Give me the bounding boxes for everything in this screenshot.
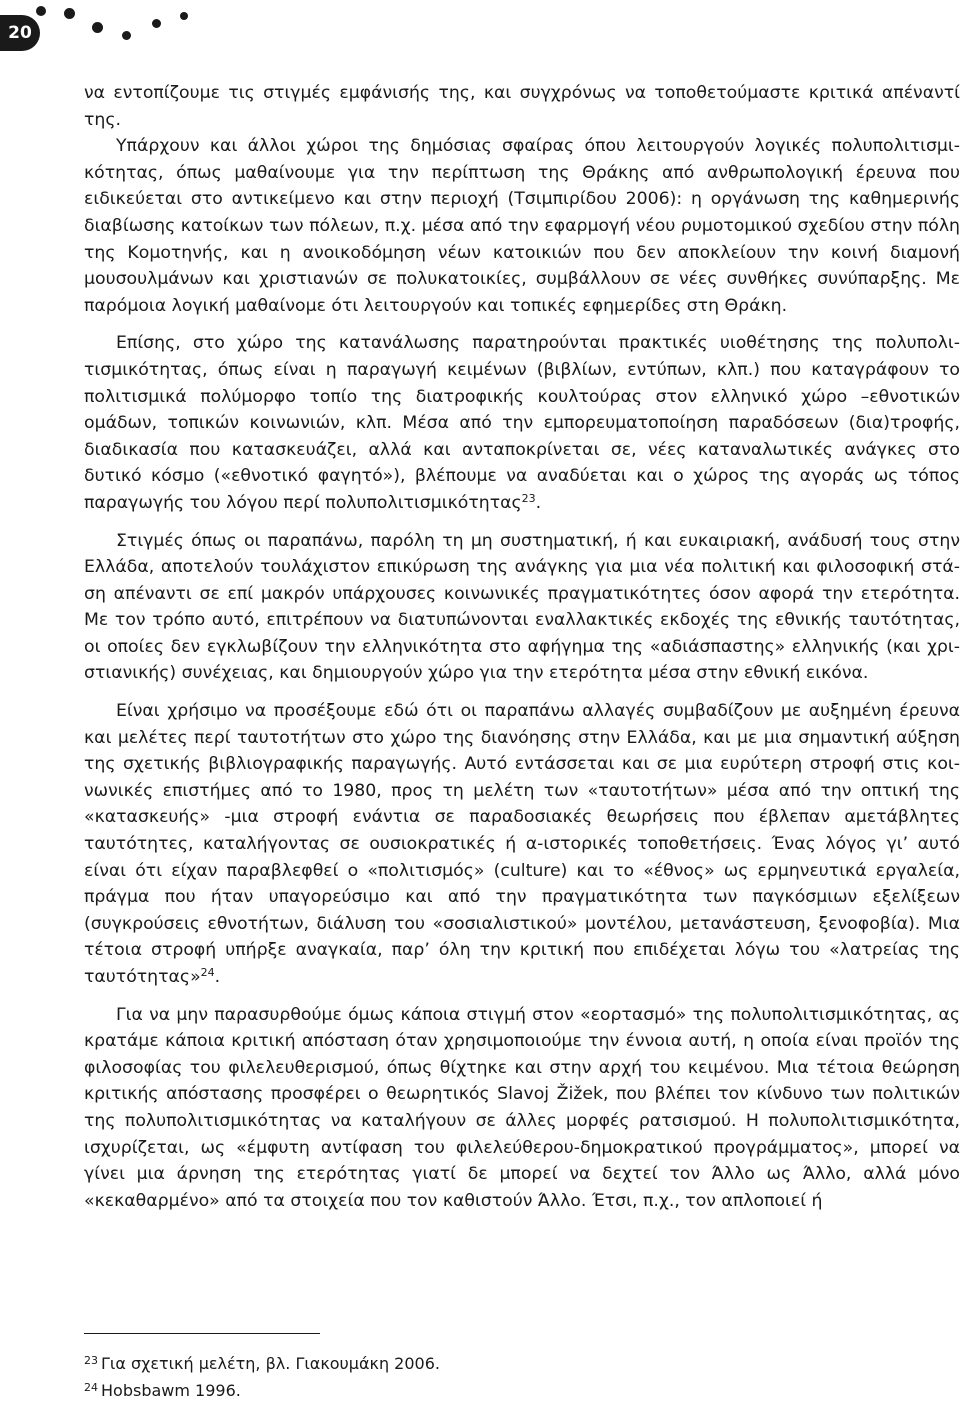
- page-number: 20: [0, 15, 40, 51]
- paragraph: Στιγμές όπως οι παραπάνω, παρόλη τη μη συστηματική, ή και ευκαιριακή, ανάδυσή τους στην Ελλάδα, αποτελούν τουλάχιστον επικύρωση της ανάγκης για μια νέα πολιτική και φιλοσοφική στάση απέναντι σε επί μακρόν υπάρχουσες κοινωνικές πραγματικότητες όσον αφορά την ετερότητα. Με τον τρόπο αυτό, επιτρέπουν να διατυπώνονται εναλλακτικές εκδοχές της εθνικής ταυτότητας, οι οποίες δεν εγκλωβίζουν την ελληνικότητα στο αφήγημα της «αδιάσπαστης» ελληνικής (και χριστιανικής) συνέχειας, και δημιουργούν χώρο για την ετερότητα μέσα στην εθνική εικόνα.: [84, 530, 960, 684]
- decorative-dot: [122, 31, 131, 40]
- footnote-text: Hobsbawm 1996.: [101, 1381, 241, 1400]
- footnote: [84, 1351, 440, 1374]
- decorative-dot: [180, 12, 188, 20]
- decorative-dot: [36, 6, 46, 16]
- decorative-dot: [92, 22, 103, 33]
- footnote-text: Για σχετική μελέτη, βλ. Γιακουμάκη 2006.: [101, 1354, 440, 1373]
- footnote-ref[interactable]: 24: [200, 966, 215, 979]
- footnote-divider: [84, 1333, 320, 1334]
- footnote-mark: 23: [84, 1354, 98, 1367]
- decorative-dot: [152, 19, 161, 28]
- decorative-dot: [64, 8, 75, 19]
- paragraph: Είναι χρήσιμο να προσέξουμε εδώ ότι οι παραπάνω αλλαγές συμβαδίζουν με αυξημένη έρευνα και μελέτες περί ταυτοτήτων στο χώρο της διανόησης στην Ελλάδα, και με μια σημαντική αύξηση της σχετικής βιβλιογραφικής παραγωγής. Αυτό εντάσσεται και σε μια ευρύτερη στροφή στις κοινωνικές επιστήμες από το 1980, προς τη μελέτη των «ταυτοτήτων» μέσα από την οπτική της «κατασκευής» -μια στροφή ενάντια σε παραδοσιακές θεωρήσεις που έβλεπαν αμετάβλητες ταυτότητες, καταλήγοντας σε ουσιοκρατικές ή α-ιστορικές τοποθετήσεις. Ένας λόγος γι’ αυτό είναι ότι είχαν παραβλεφθεί ο «πολιτισμός» (culture) και το «έθνος» ως ερμηνευτικά εργαλεία, πράγμα που ήταν υπαγορεύσιμο και από την πραγματικότητα των παγκόσμιων εξελίξεων (συγκρούσεις εθνοτήτων, διάλυση του «σοσιαλιστικού» μοντέλου, μετανάστευση, ξενοφοβία). Μια τέτοια στροφή υπήρξε αναγκαία, παρ’ όλη την κριτική που επιδέχεται λόγω του «λατρείας της ταυτότητας»$^{24}$.: [84, 701, 960, 987]
- paragraph: να εντοπίζουμε τις στιγμές εμφάνισής της, και συγχρόνως να τοποθετούμαστε κριτικά απέναντί της.: [84, 83, 960, 130]
- paragraph: Για να μην παρασυρθούμε όμως κάποια στιγμή στον «εορτασμό» της πολυπολιτισμικότητας, ας κρατάμε κάποια κριτική απόσταση όταν χρησιμοποιούμε την έννοια αυτή, η οποία είναι προϊόν της φιλοσοφίας του φιλελευθερισμού, όπως θίχτηκε και στην αρχή του κειμένου. Μια τέτοια θεώρηση κριτικής απόστασης προσφέρει ο θεωρητικός Slavoj Žižek, που βλέπει τον κίνδυνο των πολιτικών της πολυπολιτισμικότητας να καταλήγουν σε άλλες μορφές ρατσισμού. Η πολυπολιτισμικότητα, ισχυρίζεται, ως «έμφυτη αντίφαση του φιλελεύθερου-δημοκρατικού προγράμματος», μπορεί να γίνει μια άρνηση της ετερότητας γιατί δε μπορεί να δεχτεί τον Άλλο ως Άλλο, αλλά μόνο «κεκαθαρμένο» από τα στοιχεία που τον καθιστούν Άλλο. Έτσι, π.χ., τον απλοποιεί ή: [84, 1004, 960, 1211]
- paragraph: Επίσης, στο χώρο της κατανάλωσης παρατηρούνται πρακτικές υιοθέτησης της πολυπολιτισμικότητας, όπως είναι η παραγωγή κειμένων (βιβλίων, εντύπων, κλπ.) που καταγράφουν το πολιτισμικά πολύμορφο τοπίο της διατροφικής κουλτούρας στον ελληνικό χώρο –εθνοτικών ομάδων, τοπικών κοινωνιών, κλπ. Μέσα από την εμπορευματοποίηση παραδόσεων (δια)τροφής, διαδικασία που κατασκευάζει, αλλά και ανταποκρίνεται σε, νέες καταναλωτικές ανάγκες στο δυτικό κόσμο («εθνοτικό φαγητό»), βλέπουμε να αναδύεται και ο χώρος της αγοράς ως τόπος παραγωγής του λόγου περί πολυπολιτισμικότητας$^{23}$.: [84, 333, 960, 513]
- footnote-ref[interactable]: 23: [521, 491, 536, 505]
- footnote-mark: 24: [84, 1381, 98, 1394]
- body-text: [84, 80, 960, 1214]
- paragraph: Υπάρχουν και άλλοι χώροι της δημόσιας σφαίρας όπου λειτουργούν λογικές πολυπολιτισμικότητας, όπως μαθαίνουμε για την περίπτωση της Θράκης από ανθρωπολογική έρευνα που ειδικεύεται στο αντικείμενο και στην περιοχή (Τσιμπιρίδου 2006): η οργάνωση της καθημερινής διαβίωσης κατοίκων των πόλεων, π.χ. μέσα από την εφαρμογή νέου ρυμοτομικού σχεδίου στην πόλη της Κομοτηνής, και η ανοικοδόμηση νέων κατοικιών που δεν αποκλείουν την κοινή διαμονή μουσουλμάνων και χριστιανών σε πολυκατοικίες, συμβάλλουν σε νέες συνθήκες συνύπαρξης. Με παρόμοια λογική μαθαίνομε ότι λειτουργούν και τοπικές εφημερίδες στη Θράκη.: [84, 136, 960, 316]
